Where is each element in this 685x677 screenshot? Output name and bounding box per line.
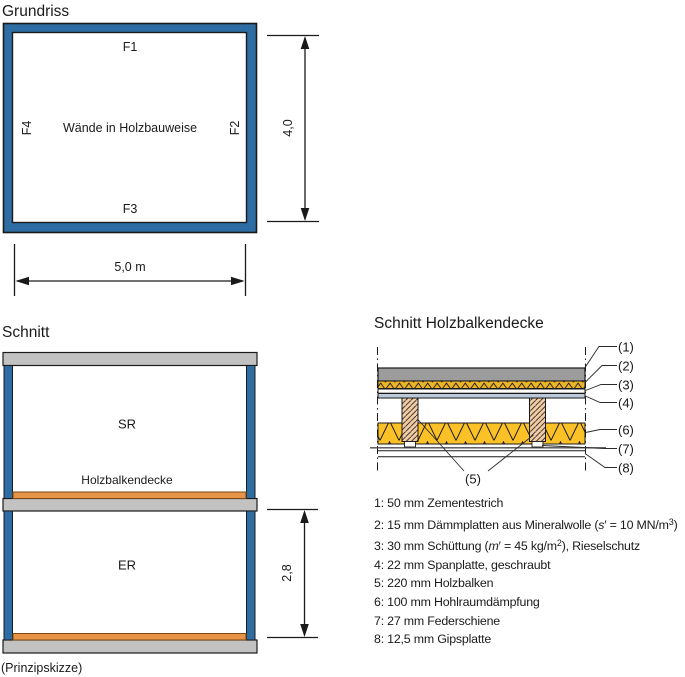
layer-3-schuettung <box>378 389 585 393</box>
holzbalken-right-hatch <box>530 398 546 442</box>
arrow-right-icon <box>231 277 245 286</box>
dim-label-2-8: 2,8 <box>280 564 294 582</box>
legend-item-5: 5: 220 mm Holzbalken <box>374 576 494 591</box>
layer-legend <box>374 494 678 649</box>
legend-item-7: 7: 27 mm Federschiene <box>374 613 500 628</box>
callout-3: (3) <box>618 377 634 392</box>
section-wall-lower-left <box>4 511 13 640</box>
facade-label-f4: F4 <box>20 120 34 136</box>
dim-label-5-0-m: 5,0 m <box>114 260 146 274</box>
legend-item-2 <box>374 513 678 535</box>
legend-text-segment: ′ = 10 MN/m <box>604 517 669 532</box>
callout-4: (4) <box>618 395 634 410</box>
leader-6 <box>586 430 618 433</box>
legend-item-4: 4: 22 mm Spanplatte, geschraubt <box>374 557 551 572</box>
section-wall-lower-right <box>247 511 256 640</box>
legend-item-3 <box>374 534 678 556</box>
arrow-up-icon <box>300 510 309 523</box>
legend-superscript: 2 <box>556 538 562 549</box>
legend-text-segment: 2: 15 mm Dämmplatten aus Mineralwolle ( <box>374 517 599 532</box>
federschiene-clip-left <box>405 442 416 448</box>
section-middle-slab <box>3 499 257 512</box>
legend-item-6: 6: 100 mm Hohlraumdämpfung <box>374 594 540 609</box>
facade-label-f2: F2 <box>228 120 242 136</box>
section-wood-floor-lower <box>13 634 246 641</box>
callout-1: (1) <box>618 339 634 354</box>
legend-text-segment: ′ = 45 kg/m <box>498 539 557 554</box>
leader-2 <box>585 366 617 383</box>
arrow-down-icon <box>300 624 309 637</box>
section-roof-slab <box>3 353 257 366</box>
legend-item-1: 1: 50 mm Zementestrich <box>374 496 504 510</box>
leader-8 <box>585 454 617 468</box>
callout-2: (2) <box>618 358 634 373</box>
section-wall-upper-left <box>4 366 13 499</box>
legend-text-segment: ) <box>673 517 678 532</box>
section-wood-floor-upper <box>13 492 246 499</box>
dim-label-4-0: 4,0 <box>281 119 295 137</box>
facade-label-f1: F1 <box>122 40 138 54</box>
legend-text-segment: ), Rieselschutz <box>561 539 640 554</box>
layer-1-zementestrich <box>378 368 585 381</box>
plan-center-label: Wände in Holzbauweise <box>62 121 198 135</box>
federschiene-clip-right <box>532 442 543 448</box>
layer-4-spanplatte <box>378 394 585 399</box>
callout-6: (6) <box>618 422 634 437</box>
arrow-up-icon <box>301 36 310 49</box>
arrow-down-icon <box>301 208 310 221</box>
holzbalken-left-hatch <box>402 398 418 442</box>
arrow-left-icon <box>16 277 30 286</box>
section-ground-slab <box>3 640 257 653</box>
legend-superscript: 3 <box>668 516 674 527</box>
detail-title: Schnitt Holzbalkendecke <box>374 315 544 332</box>
grundriss-title: Grundriss <box>2 3 70 20</box>
leader-4 <box>586 396 618 403</box>
facade-label-f3: F3 <box>122 202 138 216</box>
leader-3 <box>586 385 618 391</box>
room-label-er: ER <box>117 557 137 573</box>
section-wall-upper-right <box>247 366 256 499</box>
legend-symbol-m: m <box>488 539 499 554</box>
prinzipskizze-footnote: (Prinzipskizze) <box>1 661 83 675</box>
layer-2-hatch <box>378 381 585 389</box>
holzbalkendecke-label: Holzbalkendecke <box>81 473 173 487</box>
legend-symbol-s: s <box>598 517 605 532</box>
detail-leader-lines <box>418 347 618 472</box>
room-label-sr: SR <box>117 416 137 432</box>
callout-7: (7) <box>618 441 634 456</box>
legend-item-8: 8: 12,5 mm Gipsplatte <box>374 632 492 647</box>
callout-5: (5) <box>465 471 481 486</box>
legend-text-segment: 3: 30 mm Schüttung ( <box>374 539 489 554</box>
section-slabs <box>3 353 257 654</box>
callout-8: (8) <box>618 460 634 475</box>
schnitt-title: Schnitt <box>2 324 50 341</box>
